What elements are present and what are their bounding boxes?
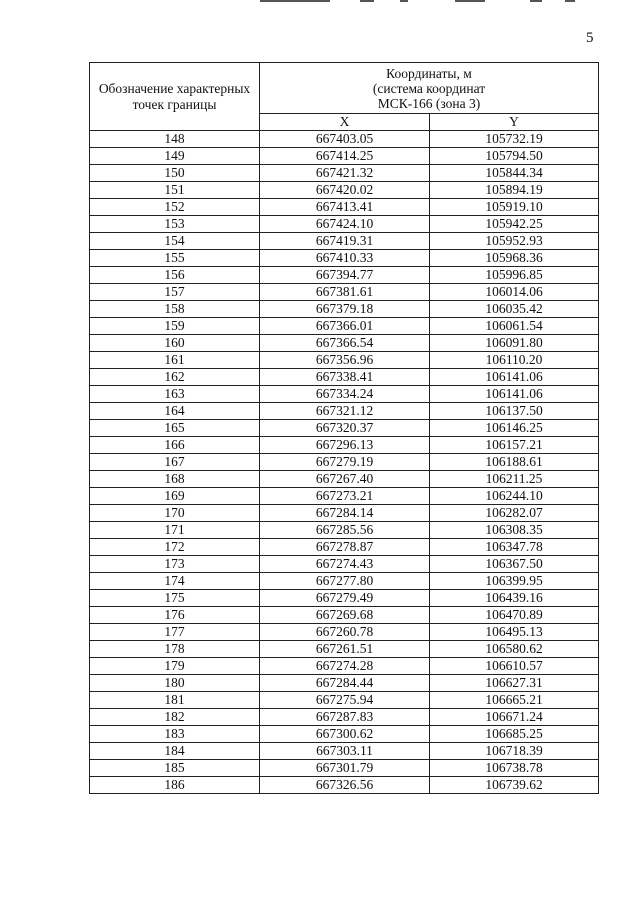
- table-row: [90, 539, 599, 556]
- y-cell: 105919.10: [430, 199, 599, 216]
- y-cell: 106141.06: [430, 386, 599, 403]
- point-cell: 161: [90, 352, 260, 369]
- table-row: [90, 607, 599, 624]
- page-number: 5: [586, 30, 594, 46]
- point-cell: 155: [90, 250, 260, 267]
- x-cell: 667267.40: [260, 471, 430, 488]
- x-cell: 667260.78: [260, 624, 430, 641]
- table-row: [90, 590, 599, 607]
- y-cell: 106137.50: [430, 403, 599, 420]
- x-cell: 667410.33: [260, 250, 430, 267]
- point-cell: 182: [90, 709, 260, 726]
- y-cell: 106665.21: [430, 692, 599, 709]
- table-row: [90, 488, 599, 505]
- x-cell: 667356.96: [260, 352, 430, 369]
- x-cell: 667403.05: [260, 131, 430, 148]
- point-cell: 184: [90, 743, 260, 760]
- y-cell: 106211.25: [430, 471, 599, 488]
- y-cell: 105794.50: [430, 148, 599, 165]
- point-cell: 183: [90, 726, 260, 743]
- table-row: [90, 573, 599, 590]
- x-cell: 667261.51: [260, 641, 430, 658]
- scan-artifact-marks: [240, 0, 580, 3]
- point-cell: 166: [90, 437, 260, 454]
- x-cell: 667284.14: [260, 505, 430, 522]
- point-cell: 173: [90, 556, 260, 573]
- x-cell: 667277.80: [260, 573, 430, 590]
- y-cell: 106580.62: [430, 641, 599, 658]
- x-cell: 667301.79: [260, 760, 430, 777]
- y-cell: 105952.93: [430, 233, 599, 250]
- table-row: [90, 709, 599, 726]
- y-cell: 106110.20: [430, 352, 599, 369]
- table-row: [90, 556, 599, 573]
- point-cell: 162: [90, 369, 260, 386]
- y-cell: 106141.06: [430, 369, 599, 386]
- x-cell: 667274.43: [260, 556, 430, 573]
- header-coordinates: [260, 63, 599, 114]
- x-cell: 667273.21: [260, 488, 430, 505]
- point-cell: 163: [90, 386, 260, 403]
- y-cell: 106671.24: [430, 709, 599, 726]
- x-cell: 667269.68: [260, 607, 430, 624]
- y-cell: 106470.89: [430, 607, 599, 624]
- y-cell: 106627.31: [430, 675, 599, 692]
- table-row: [90, 199, 599, 216]
- table-row: [90, 505, 599, 522]
- table-row: [90, 454, 599, 471]
- table-row: [90, 216, 599, 233]
- y-cell: 106399.95: [430, 573, 599, 590]
- x-cell: 667321.12: [260, 403, 430, 420]
- table-row: [90, 437, 599, 454]
- y-cell: 105942.25: [430, 216, 599, 233]
- table-row: [90, 403, 599, 420]
- point-cell: 160: [90, 335, 260, 352]
- x-cell: 667285.56: [260, 522, 430, 539]
- x-cell: 667419.31: [260, 233, 430, 250]
- x-cell: 667275.94: [260, 692, 430, 709]
- x-cell: 667424.10: [260, 216, 430, 233]
- y-cell: 106610.57: [430, 658, 599, 675]
- table-row: [90, 148, 599, 165]
- table-row: [90, 318, 599, 335]
- point-cell: 164: [90, 403, 260, 420]
- x-cell: 667300.62: [260, 726, 430, 743]
- x-cell: 667338.41: [260, 369, 430, 386]
- point-cell: 171: [90, 522, 260, 539]
- table-row: [90, 522, 599, 539]
- point-cell: 178: [90, 641, 260, 658]
- table-row: [90, 726, 599, 743]
- table-row: [90, 624, 599, 641]
- point-cell: 158: [90, 301, 260, 318]
- y-cell: 106308.35: [430, 522, 599, 539]
- point-cell: 154: [90, 233, 260, 250]
- point-cell: 174: [90, 573, 260, 590]
- x-cell: 667284.44: [260, 675, 430, 692]
- x-cell: 667326.56: [260, 777, 430, 794]
- point-cell: 153: [90, 216, 260, 233]
- table-row: [90, 233, 599, 250]
- y-cell: 106146.25: [430, 420, 599, 437]
- point-cell: 169: [90, 488, 260, 505]
- y-cell: 106244.10: [430, 488, 599, 505]
- x-cell: 667287.83: [260, 709, 430, 726]
- x-cell: 667296.13: [260, 437, 430, 454]
- y-cell: 106439.16: [430, 590, 599, 607]
- y-cell: 106739.62: [430, 777, 599, 794]
- point-cell: 148: [90, 131, 260, 148]
- y-cell: 105732.19: [430, 131, 599, 148]
- x-cell: 667366.01: [260, 318, 430, 335]
- point-cell: 185: [90, 760, 260, 777]
- table-row: [90, 471, 599, 488]
- table-row: [90, 165, 599, 182]
- point-cell: 172: [90, 539, 260, 556]
- table-row: [90, 777, 599, 794]
- table-row: [90, 335, 599, 352]
- x-cell: 667379.18: [260, 301, 430, 318]
- y-cell: 106091.80: [430, 335, 599, 352]
- y-cell: 106347.78: [430, 539, 599, 556]
- table-row: [90, 641, 599, 658]
- point-cell: 177: [90, 624, 260, 641]
- y-cell: 105996.85: [430, 267, 599, 284]
- table-row: [90, 675, 599, 692]
- table-row: [90, 692, 599, 709]
- header-coordinates-line2: (система координат: [372, 80, 486, 96]
- y-cell: 106157.21: [430, 437, 599, 454]
- y-cell: 105894.19: [430, 182, 599, 199]
- coordinates-table: [89, 62, 599, 794]
- x-cell: 667420.02: [260, 182, 430, 199]
- y-cell: 106685.25: [430, 726, 599, 743]
- x-cell: 667414.25: [260, 148, 430, 165]
- point-cell: 170: [90, 505, 260, 522]
- x-cell: 667303.11: [260, 743, 430, 760]
- table-row: [90, 182, 599, 199]
- point-cell: 165: [90, 420, 260, 437]
- point-cell: 175: [90, 590, 260, 607]
- x-cell: 667279.19: [260, 454, 430, 471]
- header-x: X: [260, 114, 430, 131]
- table-row: [90, 267, 599, 284]
- x-cell: 667366.54: [260, 335, 430, 352]
- point-cell: 176: [90, 607, 260, 624]
- point-cell: 168: [90, 471, 260, 488]
- point-cell: 149: [90, 148, 260, 165]
- point-cell: 156: [90, 267, 260, 284]
- table-row: [90, 369, 599, 386]
- y-cell: 106014.06: [430, 284, 599, 301]
- table-row: [90, 250, 599, 267]
- y-cell: 106367.50: [430, 556, 599, 573]
- table-row: [90, 386, 599, 403]
- x-cell: 667274.28: [260, 658, 430, 675]
- x-cell: 667278.87: [260, 539, 430, 556]
- header-point-label: Обозначение характерных точек границы: [90, 63, 260, 131]
- x-cell: 667279.49: [260, 590, 430, 607]
- header-coordinates-line1: Координаты, м: [386, 65, 472, 81]
- y-cell: 105968.36: [430, 250, 599, 267]
- point-cell: 180: [90, 675, 260, 692]
- point-cell: 181: [90, 692, 260, 709]
- table-row: [90, 743, 599, 760]
- table-row: [90, 352, 599, 369]
- y-cell: 105844.34: [430, 165, 599, 182]
- y-cell: 106738.78: [430, 760, 599, 777]
- point-cell: 179: [90, 658, 260, 675]
- x-cell: 667334.24: [260, 386, 430, 403]
- point-cell: 150: [90, 165, 260, 182]
- y-cell: 106718.39: [430, 743, 599, 760]
- point-cell: 151: [90, 182, 260, 199]
- point-cell: 157: [90, 284, 260, 301]
- y-cell: 106188.61: [430, 454, 599, 471]
- y-cell: 106282.07: [430, 505, 599, 522]
- header-coordinates-line3: МСК-166 (зона 3): [377, 95, 481, 111]
- table-row: [90, 658, 599, 675]
- point-cell: 152: [90, 199, 260, 216]
- header-y: Y: [430, 114, 599, 131]
- y-cell: 106035.42: [430, 301, 599, 318]
- point-cell: 186: [90, 777, 260, 794]
- point-cell: 167: [90, 454, 260, 471]
- table-row: [90, 420, 599, 437]
- table-row: [90, 284, 599, 301]
- x-cell: 667421.32: [260, 165, 430, 182]
- table-row: [90, 131, 599, 148]
- x-cell: 667413.41: [260, 199, 430, 216]
- x-cell: 667320.37: [260, 420, 430, 437]
- y-cell: 106061.54: [430, 318, 599, 335]
- table-body: [90, 131, 599, 794]
- point-cell: 159: [90, 318, 260, 335]
- y-cell: 106495.13: [430, 624, 599, 641]
- table-row: [90, 760, 599, 777]
- x-cell: 667394.77: [260, 267, 430, 284]
- table-row: [90, 301, 599, 318]
- x-cell: 667381.61: [260, 284, 430, 301]
